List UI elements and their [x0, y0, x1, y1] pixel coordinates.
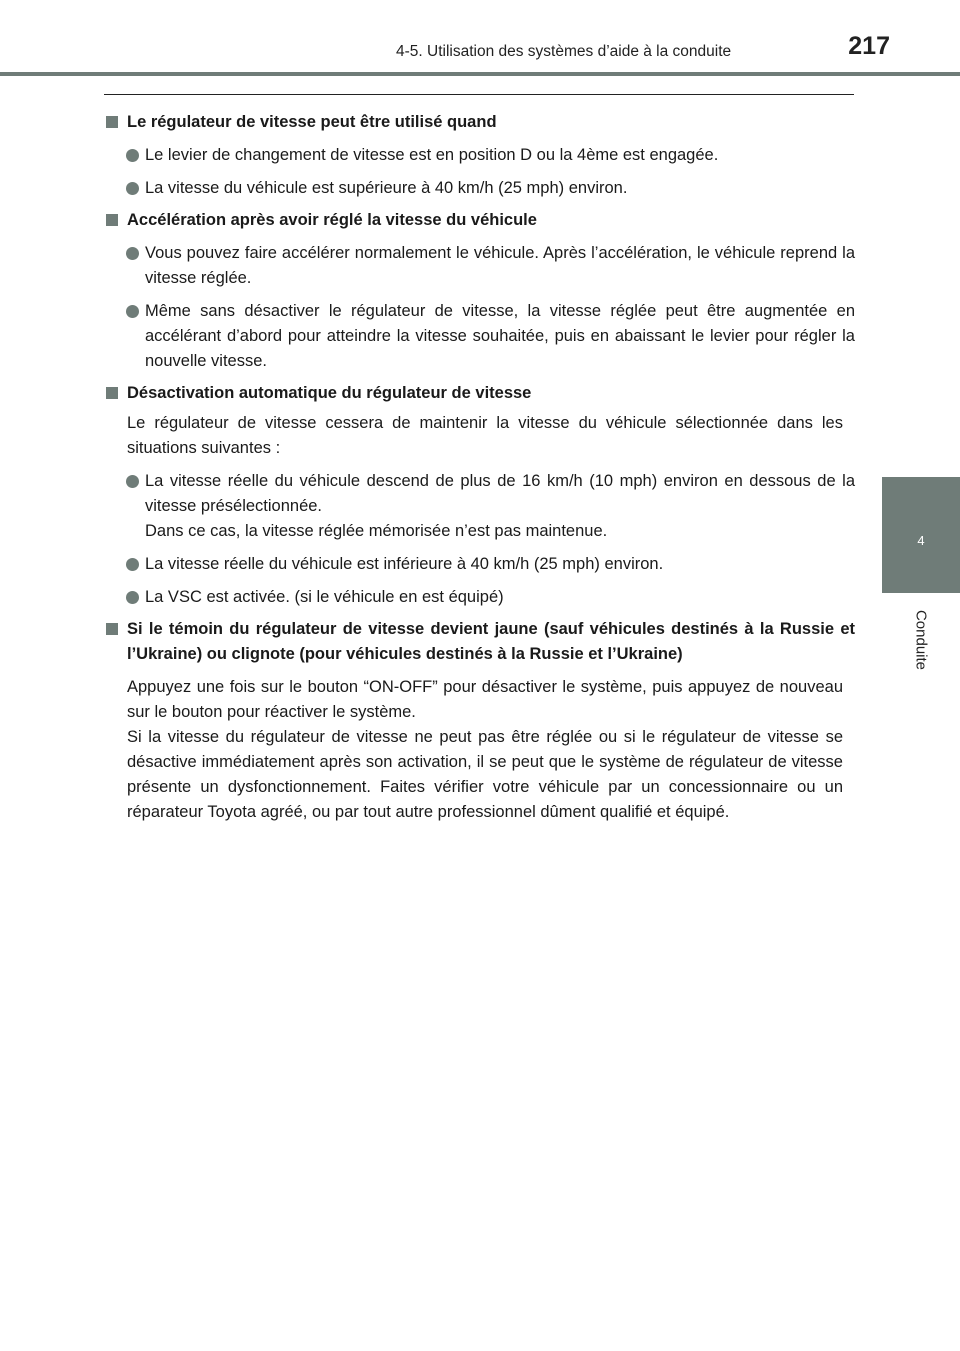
list-item [104, 299, 855, 374]
section-heading [104, 381, 855, 406]
square-bullet-icon [106, 214, 118, 226]
list-item [104, 469, 855, 544]
list-item-text: La vitesse réelle du véhicule descend de plus de 16 km/h (10 mph) environ en dessous de la vitesse présélectionnée. [145, 472, 855, 515]
paragraph-text: Si la vitesse du régulateur de vitesse ne peut pas être réglée ou si le régulateur de vitesse se désactive immédiatement après son activation, il se peut que le système de régulateur de vitesse présente un dysfonctionnement. Faites vérifier votre véhicule par un concessionnaire ou un réparateur Toyota agréé, ou par tout autre professionnel dûment qualifié et équipé. [127, 728, 843, 821]
section-heading [104, 617, 855, 667]
list-item [104, 585, 855, 610]
list-item-text: Le levier de changement de vitesse est en position D ou la 4ème est engagée. [145, 146, 719, 164]
list-item [104, 176, 855, 201]
circle-bullet-icon [126, 558, 139, 571]
header-rule [0, 72, 960, 76]
circle-bullet-icon [126, 591, 139, 604]
content-divider [104, 94, 854, 95]
section-heading-text: Le régulateur de vitesse peut être utilisé quand [127, 113, 497, 131]
section-intro: Le régulateur de vitesse cessera de maintenir la vitesse du véhicule sélectionnée dans les situations suivantes : [127, 414, 843, 457]
list-item-text: La vitesse du véhicule est supérieure à 40 km/h (25 mph) environ. [145, 179, 628, 197]
square-bullet-icon [106, 116, 118, 128]
chapter-label [882, 600, 960, 680]
chapter-tab-number: 4 [917, 533, 925, 548]
square-bullet-icon [106, 387, 118, 399]
list-item [104, 552, 855, 577]
section-heading-text: Accélération après avoir réglé la vitesse du véhicule [127, 211, 537, 229]
header-section-title: 4-5. Utilisation des systèmes d’aide à la conduite [396, 43, 732, 60]
list-item-text: Vous pouvez faire accélérer normalement le véhicule. Après l’accélération, le véhicule reprend la vitesse réglée. [145, 244, 855, 287]
paragraph [104, 675, 855, 825]
list-item-text: La VSC est activée. (si le véhicule en est équipé) [145, 588, 504, 606]
paragraph-text: Appuyez une fois sur le bouton “ON-OFF” pour désactiver le système, puis appuyez de nouveau sur le bouton pour réactiver le système. [127, 678, 843, 721]
circle-bullet-icon [126, 305, 139, 318]
list-item-text: La vitesse réelle du véhicule est inférieure à 40 km/h (25 mph) environ. [145, 555, 664, 573]
circle-bullet-icon [126, 247, 139, 260]
list-item [104, 143, 855, 168]
page-content [104, 110, 855, 825]
circle-bullet-icon [126, 475, 139, 488]
list-item-text: Même sans désactiver le régulateur de vitesse, la vitesse réglée peut être augmentée en accélérant d’abord pour atteindre la vitesse souhaitée, puis en abaissant le levier pour régler la nouvelle vitesse. [145, 302, 855, 370]
section-heading-text: Si le témoin du régulateur de vitesse devient jaune (sauf véhicules destinés à la Russie et l’Ukraine) ou clignote (pour véhicules destinés à la Russie et l’Ukraine) [127, 620, 855, 663]
list-item [104, 241, 855, 291]
chapter-label-text: Conduite [912, 609, 930, 671]
section-heading [104, 110, 855, 135]
section-heading-text: Désactivation automatique du régulateur de vitesse [127, 384, 532, 402]
circle-bullet-icon [126, 149, 139, 162]
circle-bullet-icon [126, 182, 139, 195]
list-item-note: Dans ce cas, la vitesse réglée mémorisée n’est pas maintenue. [145, 522, 608, 540]
page-number: 217 [848, 32, 890, 60]
section-heading [104, 208, 855, 233]
square-bullet-icon [106, 623, 118, 635]
